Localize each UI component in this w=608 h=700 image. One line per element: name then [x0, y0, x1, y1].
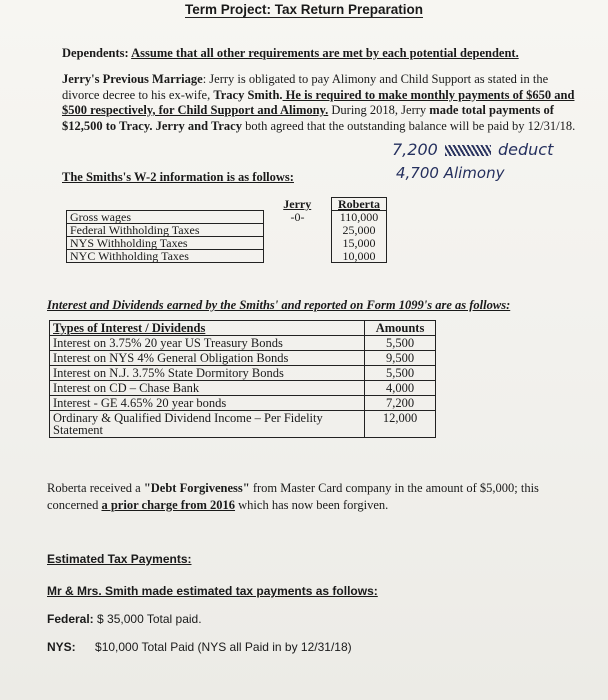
- handwritten-amount: 7,200: [392, 140, 438, 159]
- handwritten-note-2: 4,700 Alimony: [396, 164, 505, 182]
- nys-label: NYS:: [47, 640, 76, 654]
- table-row: [50, 381, 436, 396]
- estimated-heading: Estimated Tax Payments:: [47, 552, 192, 566]
- debt-paragraph: [47, 480, 587, 514]
- table-row: [50, 351, 436, 366]
- scribble-mark: [445, 145, 491, 156]
- interest-type: Ordinary & Qualified Dividend Income – Per Fidelity Statement: [50, 411, 365, 438]
- federal-label: Federal:: [47, 612, 94, 626]
- table-row: [67, 224, 387, 237]
- interest-type: Interest on NYS 4% General Obligation Bonds: [50, 351, 365, 366]
- w2-row-label: Gross wages: [67, 211, 264, 224]
- debt-text-3: which has now been forgiven.: [235, 498, 389, 512]
- interest-table: [49, 320, 436, 438]
- w2-row-roberta: 25,000: [332, 224, 387, 237]
- payment-requirement: He is required to make monthly payments of $650 and $500 respectively, for Child Support and Alimony.: [62, 87, 575, 117]
- dependents-line: [62, 46, 582, 61]
- interest-amount: 5,500: [365, 336, 436, 351]
- estimated-subheading: Mr & Mrs. Smith made estimated tax payments as follows:: [47, 584, 378, 598]
- interest-type: Interest - GE 4.65% 20 year bonds: [50, 396, 365, 411]
- debt-text-1: Roberta received a: [47, 481, 144, 495]
- total-payments: made total payments of $12,500 to Tracy. Jerry and Tracy: [62, 103, 554, 133]
- table-row: [50, 396, 436, 411]
- interest-type: Interest on CD – Chase Bank: [50, 381, 365, 396]
- w2-row-label: Federal Withholding Taxes: [67, 224, 264, 237]
- nys-value: $10,000 Total Paid (NYS all Paid in by 12/31/18): [95, 640, 352, 654]
- prior-charge: a prior charge from 2016: [101, 498, 236, 512]
- table-row: [67, 237, 387, 250]
- interest-amount: 5,500: [365, 366, 436, 381]
- w2-row-jerry: [264, 224, 332, 237]
- dependents-label: Dependents:: [62, 46, 129, 60]
- interest-amount: 7,200: [365, 396, 436, 411]
- dependents-note: Assume that all other requirements are met by each potential dependent.: [131, 46, 519, 60]
- w2-row-roberta: 110,000: [332, 211, 387, 224]
- w2-row-roberta: 10,000: [332, 250, 387, 263]
- w2-row-label: NYS Withholding Taxes: [67, 237, 264, 250]
- table-row: [67, 250, 387, 263]
- table-row: [50, 411, 436, 438]
- interest-header-type: Types of Interest / Dividends: [50, 321, 365, 336]
- table-row: [50, 336, 436, 351]
- handwritten-note-1: [392, 140, 553, 159]
- interest-amount: 9,500: [365, 351, 436, 366]
- table-header-row: [50, 321, 436, 336]
- ex-wife-name: Tracy Smith.: [213, 87, 283, 102]
- marriage-text-3: During 2018, Jerry: [328, 103, 430, 117]
- w2-header-jerry: Jerry: [283, 197, 312, 211]
- w2-row-jerry: -0-: [290, 210, 305, 224]
- debt-text-2: from Master Card company in the amount of $5,000; this concerned: [47, 481, 539, 512]
- w2-label: The Smiths's W-2 information is as follows:: [62, 170, 294, 184]
- debt-forgiveness-term: "Debt Forgiveness": [143, 481, 250, 495]
- federal-value: $ 35,000 Total paid.: [97, 612, 202, 626]
- interest-amount: 4,000: [365, 381, 436, 396]
- w2-row-label: NYC Withholding Taxes: [67, 250, 264, 263]
- table-row: [67, 211, 387, 224]
- w2-header-roberta: Roberta: [332, 198, 387, 211]
- federal-line: [47, 612, 202, 626]
- marriage-text-5: both agreed that the outstanding balance will be paid by 12/31/18.: [241, 118, 576, 133]
- marriage-paragraph: [62, 72, 582, 134]
- interest-amount: 12,000: [365, 411, 436, 438]
- handwritten-deduct: deduct: [498, 140, 554, 159]
- interest-label: Interest and Dividends earned by the Smiths' and reported on Form 1099's are as follows:: [47, 298, 511, 312]
- nys-line: [47, 640, 352, 654]
- marriage-heading: Jerry's Previous Marriage: [62, 72, 203, 86]
- interest-type: Interest on N.J. 3.75% State Dormitory Bonds: [50, 366, 365, 381]
- w2-row-jerry: [264, 237, 332, 250]
- table-row: [50, 366, 436, 381]
- interest-header-amount: Amounts: [365, 321, 436, 336]
- page-title: Term Project: Tax Return Preparation: [184, 2, 424, 17]
- w2-row-roberta: 15,000: [332, 237, 387, 250]
- interest-type: Interest on 3.75% 20 year US Treasury Bonds: [50, 336, 365, 351]
- w2-row-jerry: [264, 250, 332, 263]
- w2-table: [66, 197, 387, 263]
- marriage-text-1: : Jerry is obligated to pay Alimony and Child Support as stated in the divorce decree to his ex-wife,: [62, 72, 549, 102]
